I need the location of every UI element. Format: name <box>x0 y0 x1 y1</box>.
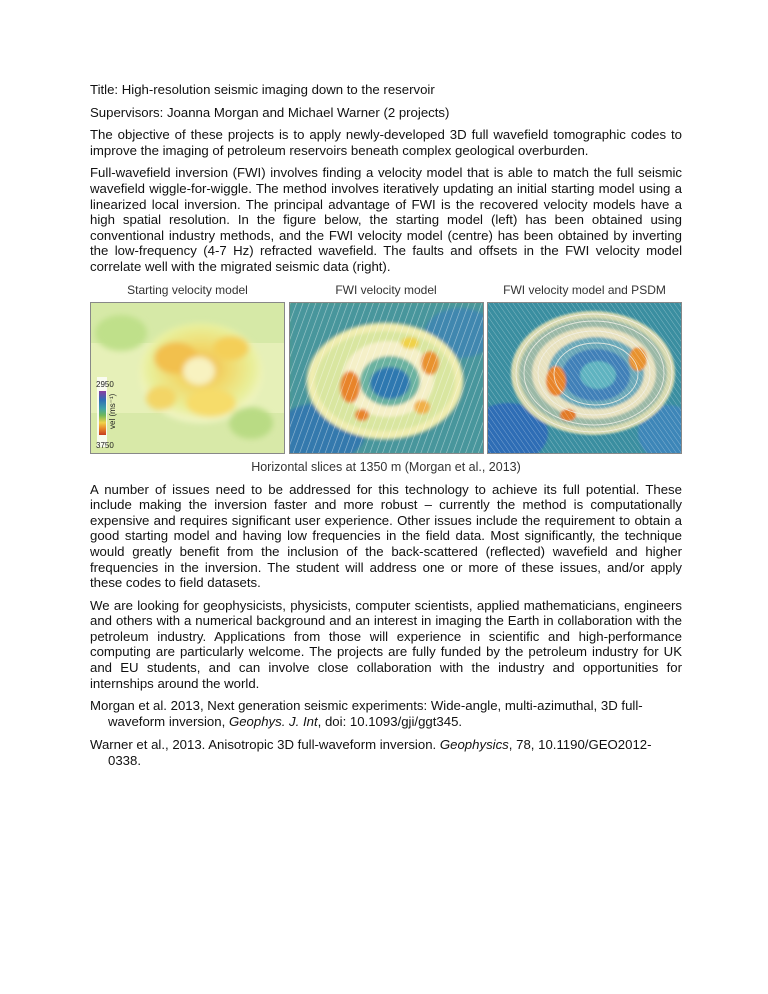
colorbar <box>99 391 106 435</box>
issues-paragraph: A number of issues need to be addressed for this technology to achieve its full potential. These include making the inversion faster and more robust – currently the method is computationally expensive and requires significant user experience. Other issues include the requirement to obtain a good starting model and having low frequencies in the field data. Most significantly, the technique would greatly benefit from the inclusion of the back-scattered (reflected) wavefield and higher frequencies in the inversion. The student will address one or more of these issues, and/or apply these codes to field datasets. <box>90 481 682 591</box>
reference-morgan-journal: Geophys. J. Int <box>228 713 318 729</box>
reference-warner-doi: , 78, 10.1190/GEO2012-0338. <box>108 737 652 769</box>
objective-paragraph: The objective of these projects is to apply newly-developed 3D full wavefield tomographic codes to improve the imaging of petroleum reservoirs beneath complex geological overburden. <box>90 127 682 158</box>
velocity-figure <box>90 283 682 474</box>
fwi-psdm-image <box>488 303 682 454</box>
panel-title-fwi: FWI velocity model <box>335 282 437 297</box>
panel-title-fwi-psdm: FWI velocity model and PSDM <box>503 282 666 297</box>
panels-row <box>90 302 682 454</box>
starting-velocity-image <box>91 303 285 454</box>
colorbar-top-value: 2950 <box>96 379 114 389</box>
looking-paragraph: We are looking for geophysicists, physicists, computer scientists, applied mathematicians, engineers and others with a numerical background and an interest in imaging the Earth in collaboration with the petroleum industry. Applications from those will experience in scientific and high-performance computing are particularly welcome. The projects are fully funded by the petroleum industry for UK and EU students, and can involve close collaboration with the industry and opportunities for internships around the world. <box>90 597 682 691</box>
reference-warner <box>90 737 682 768</box>
starting-velocity-panel <box>90 302 285 454</box>
panel-titles <box>90 283 682 297</box>
title-line: Title: High-resolution seismic imaging down to the reservoir <box>90 82 435 97</box>
reference-morgan-text: Morgan et al. 2013, Next generation seismic experiments: Wide-angle, multi-azimuthal, 3D full-waveform inversion, <box>90 698 643 729</box>
fwi-velocity-panel <box>289 302 484 454</box>
panel-title-starting: Starting velocity model <box>127 282 248 297</box>
supervisors-line: Supervisors: Joanna Morgan and Michael Warner (2 projects) <box>90 104 450 120</box>
reference-morgan <box>90 698 682 729</box>
fwi-psdm-panel <box>487 302 682 454</box>
fwi-paragraph: Full-wavefield inversion (FWI) involves finding a velocity model that is able to match the full seismic wavefield wiggle-for-wiggle. The method involves iteratively updating an initial starting model using a linearized local inversion. The principal advantage of FWI is the recovered velocity models have a high spatial resolution. In the figure below, the starting model (left) has been obtained using conventional industry methods, and the FWI velocity model (centre) has been obtained by inverting the low-frequency (4-7 Hz) refracted wavefield. The faults and offsets in the FWI velocity model correlate well with the migrated seismic data (right). <box>90 165 682 274</box>
colorbar-bottom-value: 3750 <box>96 440 114 450</box>
figure-caption: Horizontal slices at 1350 m (Morgan et al., 2013) <box>251 459 521 474</box>
fwi-velocity-image <box>290 303 484 454</box>
reference-morgan-doi: , doi: 10.1093/gji/ggt345. <box>317 713 463 729</box>
document-page <box>90 82 682 777</box>
reference-warner-journal: Geophysics <box>439 737 509 753</box>
colorbar-label: vel (ms⁻¹) <box>108 393 117 429</box>
reference-warner-text: Warner et al., 2013. Anisotropic 3D full-waveform inversion. <box>90 737 440 753</box>
